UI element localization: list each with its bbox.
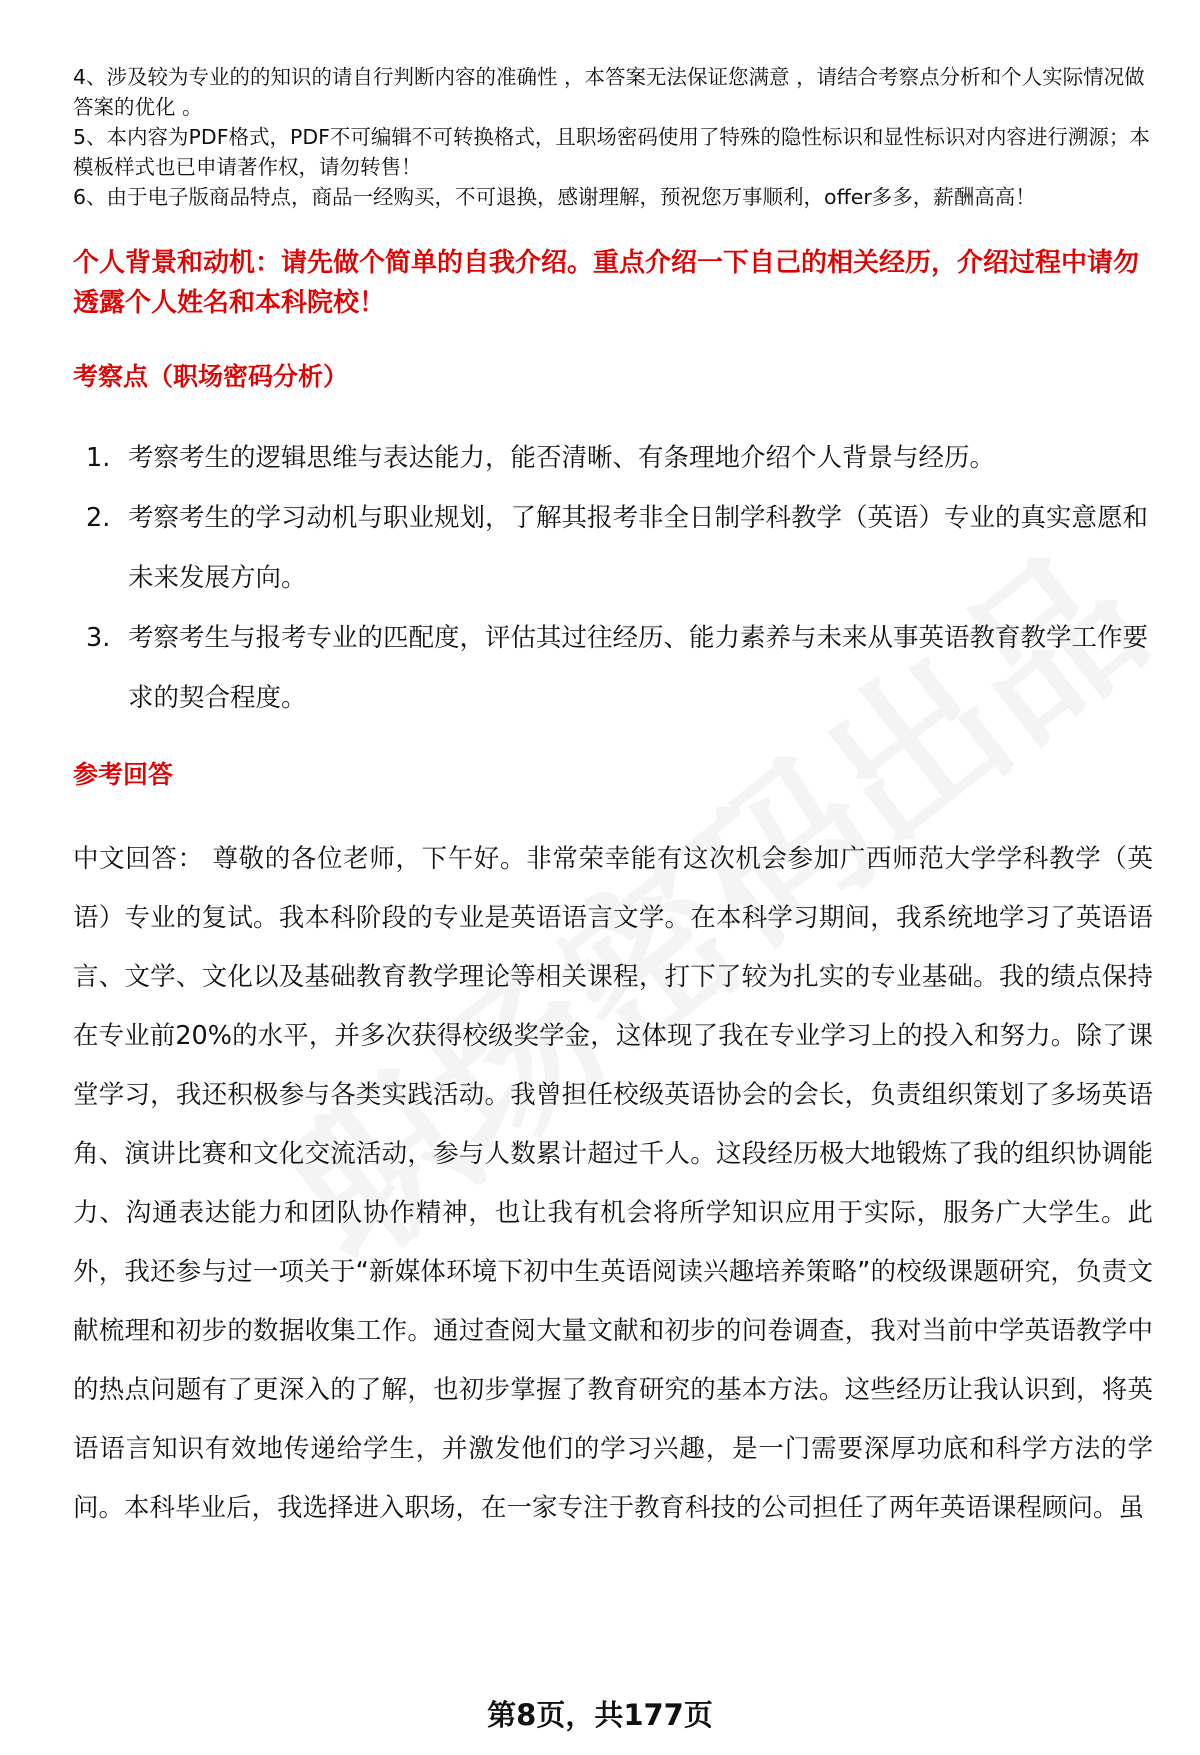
notice-item-4: 4、涉及较为专业的的知识的请自行判断内容的准确性 ，本答案无法保证您满意 ，请结合考察点分析和个人实际情况做答案的优化 。 [73, 65, 1145, 119]
notice-item-5: 5、本内容为PDF格式，PDF不可编辑不可转换格式，且职场密码使用了特殊的隐性标识和显性标识对内容进行溯源；本模板样式也已申请著作权，请勿转售！ [73, 125, 1150, 179]
analysis-point-2: 2. 考察考生的学习动机与职业规划，了解其报考非全日制学科教学（英语）专业的真实意愿和未来发展方向。 [86, 503, 1149, 593]
analysis-heading: 考察点（职场密码分析） [73, 362, 349, 391]
question-heading: 个人背景和动机：请先做个简单的自我介绍。重点介绍一下自己的相关经历，介绍过程中请勿透露个人姓名和本科院校！ [73, 248, 1140, 318]
reference-answer: 中文回答： 尊敬的各位老师，下午好。非常荣幸能有这次机会参加广西师范大学学科教学（英语）专业的复试。我本科阶段的专业是英语语言文学。在本科学习期间，我系统地学习了英语语言、文学、文化以及基础教育教学理论等相关课程，打下了较为扎实的专业基础。我的绩点保持在专业前20%的水平，并多次获得校级奖学金，这体现了我在专业学习上的投入和努力。除了课堂学习，我还积极参与各类实践活动。我曾担任校级英语协会的会长，负责组织策划了多场英语角、演讲比赛和文化交流活动，参与人数累计超过千人。这段经历极大地锻炼了我的组织协调能力、沟通表达能力和团队协作精神，也让我有机会将所学知识应用于实际，服务广大学生。此外，我还参与过一项关于“新媒体环境下初中生英语阅读兴趣培养策略”的校级课题研究，负责文献梳理和初步的数据收集工作。通过查阅大量文献和初步的问卷调查，我对当前中学英语教学中的热点问题有了更深入的了解，也初步掌握了教育研究的基本方法。这些经历让我认识到，将英语语言知识有效地传递给学生，并激发他们的学习兴趣，是一门需要深厚功底和科学方法的学问。本科毕业后，我选择进入职场，在一家专注于教育科技的公司担任了两年英语课程顾问。虽 [73, 844, 1153, 1523]
analysis-point-1: 1. 考察考生的逻辑思维与表达能力，能否清晰、有条理地介绍个人背景与经历。 [86, 443, 996, 473]
analysis-point-3: 3. 考察考生与报考专业的匹配度，评估其过往经历、能力素养与未来从事英语教育教学工作要求的契合程度。 [86, 623, 1149, 713]
notice-item-6: 6、由于电子版商品特点，商品一经购买，不可退换，感谢理解，预祝您万事顺利，offer多多，薪酬高高！ [73, 185, 1036, 209]
analysis-points [73, 428, 1153, 728]
notice-list [73, 62, 1153, 212]
page-number: 第8页，共177页 [487, 1698, 713, 1732]
reference-heading: 参考回答 [73, 760, 174, 789]
